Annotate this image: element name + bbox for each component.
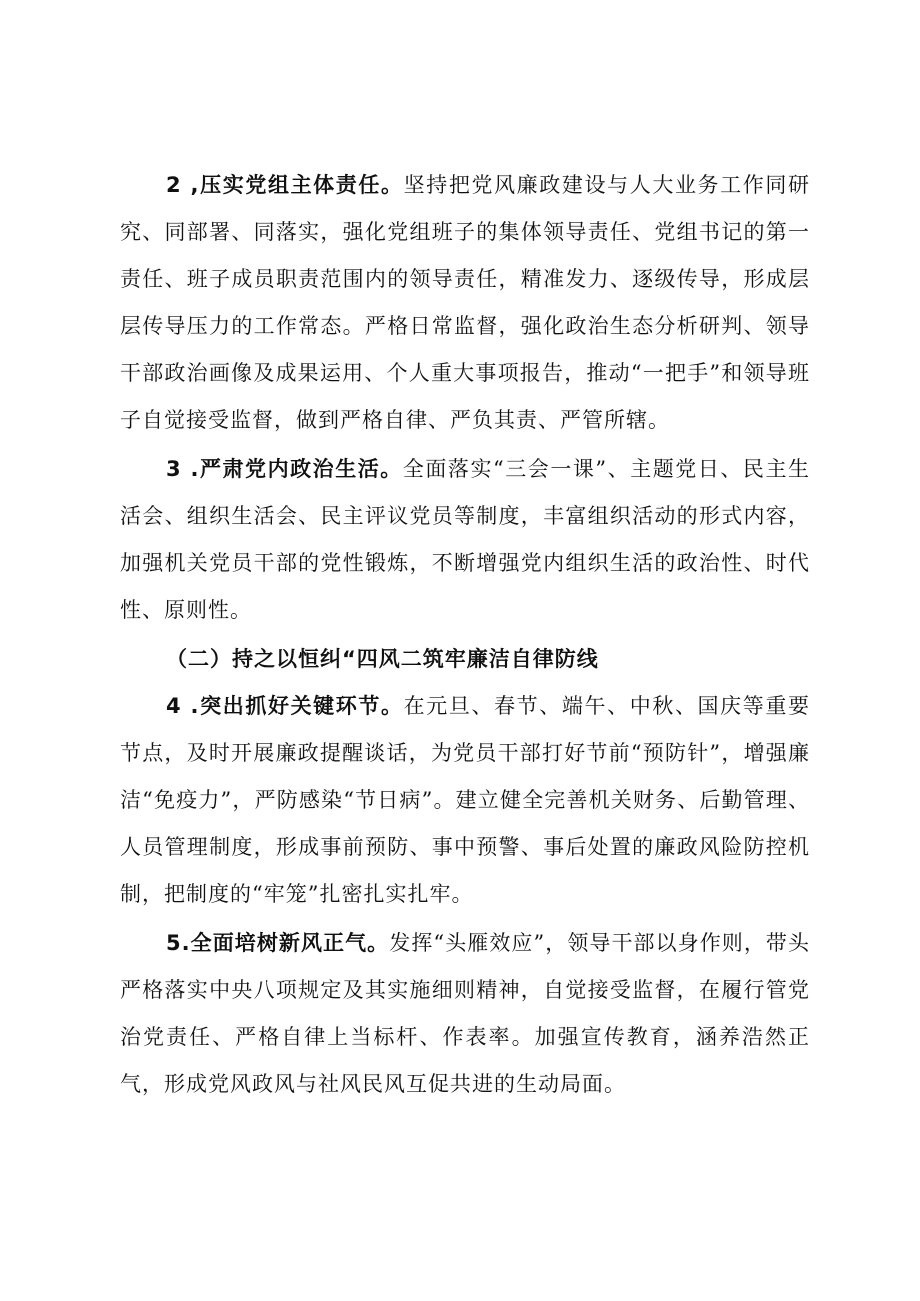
paragraph-2-text: 坚持把党风廉政建设与人大业务工作同研究、同部署、同落实，强化党组班子的集体领导责任、党组书记的第一责任、班子成员职责范围内的领导责任，精准发力、逐级传导，形成层层传导压力的工作常态。严格日常监督，强化政治生态分析研判、领导干部政治画像及成果运用、个人重大事项报告，推动“一把手”和领导班子自觉接受监督，做到严格自律、严负其责、严管所辖。 bbox=[120, 173, 811, 432]
paragraph-3-text: 全面落实“三会一课”、主题党日、民主生活会、组织生活会、民主评议党员等制度，丰富组织活动的形式内容，加强机关党员干部的党性锻炼，不断增强党内组织生活的政治性、时代性、原则性。 bbox=[120, 457, 810, 622]
section-heading: （二）持之以恒纠“四风二筑牢廉洁自律防线 bbox=[166, 647, 599, 671]
paragraph-2 bbox=[120, 162, 810, 444]
paragraph-3 bbox=[120, 446, 810, 634]
paragraph-4 bbox=[120, 683, 810, 918]
paragraph-4-text: 在元旦、春节、端午、中秋、国庆等重要节点，及时开展廉政提醒谈话，为党员干部打好节前“预防针”，增强廉洁“免疫力”，严防感染“节日病”。建立健全完善机关财务、后勤管理、人员管理制度，形成事前预防、事中预警、事后处置的廉政风险防控机制，把制度的“牢笼”扎密扎实扎牢。 bbox=[120, 694, 811, 906]
paragraph-4-heading: 4 .突出抓好关键环节。 bbox=[166, 694, 404, 718]
paragraph-5-heading: 5.全面培树新风正气。 bbox=[166, 931, 390, 955]
paragraph-2-heading: 2 ,压实党组主体责任。 bbox=[166, 173, 404, 197]
paragraph-5-text: 发挥“头雁效应”，领导干部以身作则，带头严格落实中央八项规定及其实施细则精神，自觉接受监督，在履行管党治党责任、严格自律上当标杆、作表率。加强宣传教育，涵养浩然正气，形成党风政风与社风民风互促共进的生动局面。 bbox=[120, 931, 810, 1096]
document-body bbox=[120, 162, 810, 1108]
paragraph-3-heading: 3 .严肃党内政治生活。 bbox=[166, 457, 403, 481]
paragraph-5 bbox=[120, 920, 810, 1108]
